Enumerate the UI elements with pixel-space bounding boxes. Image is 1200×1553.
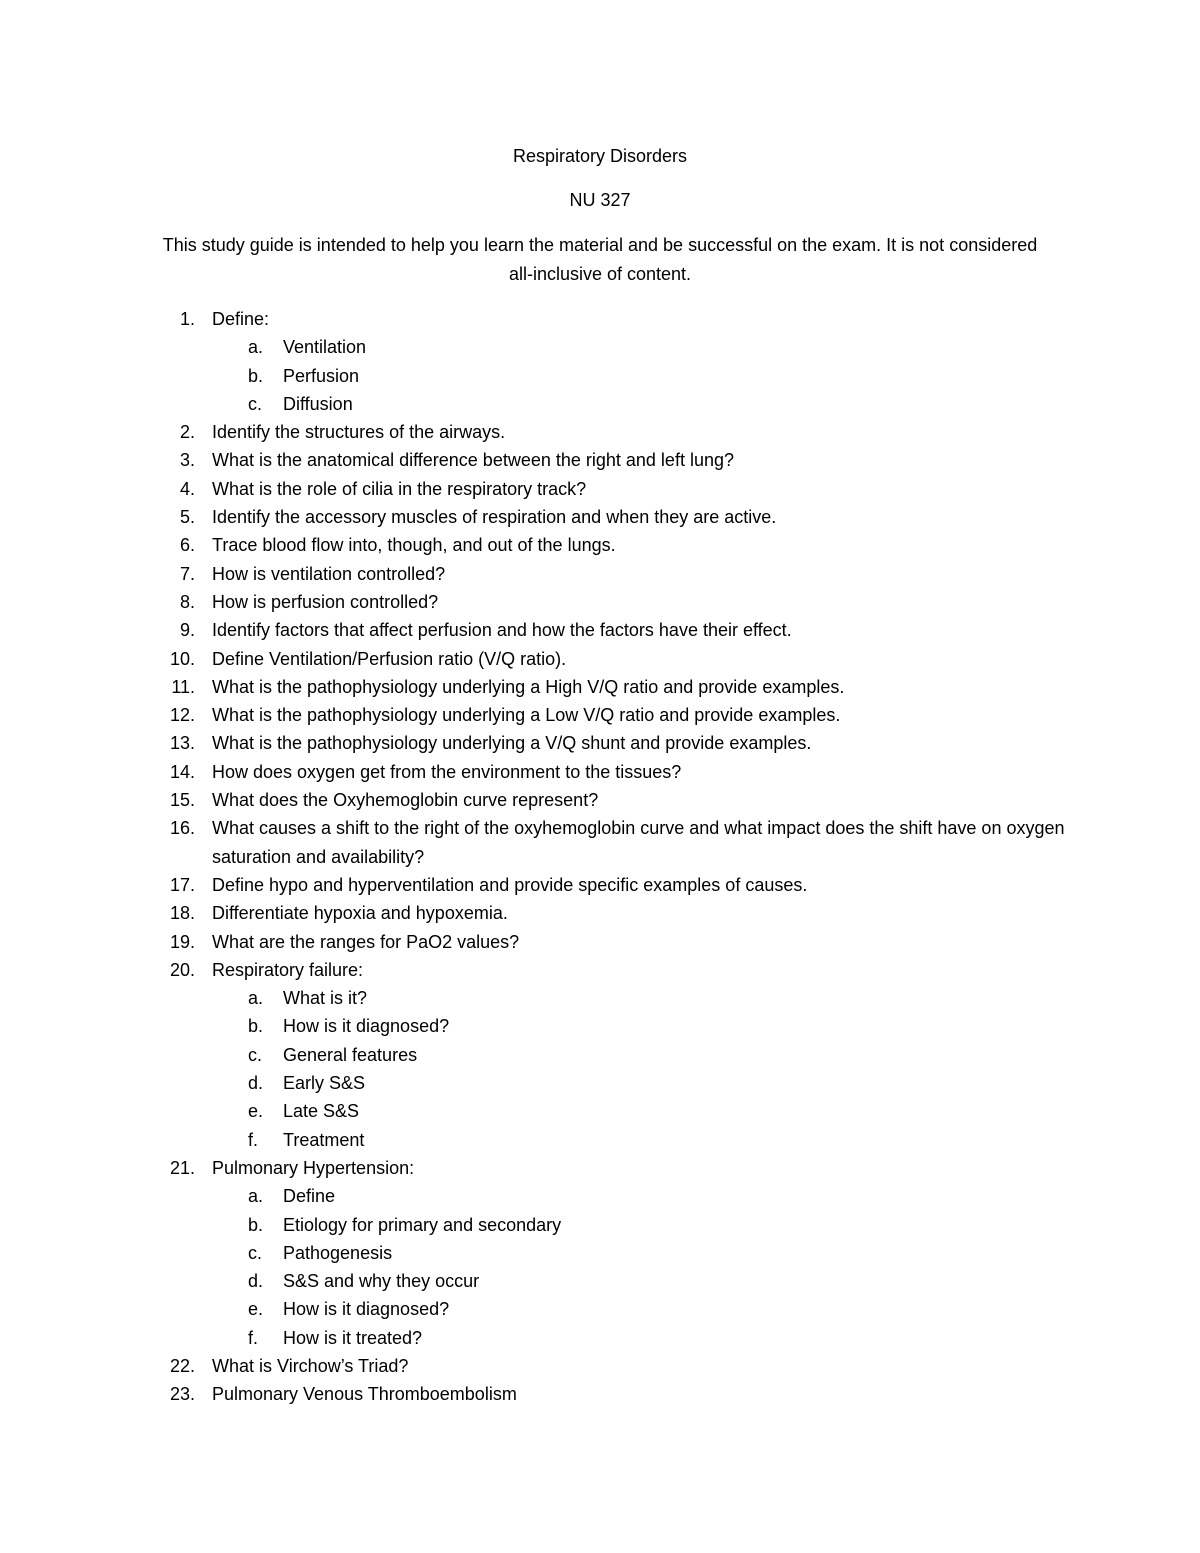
sub-item-letter: c. — [248, 393, 263, 414]
sub-item-text: Perfusion — [283, 365, 360, 386]
item-text: Identify the accessory muscles of respiration and when they are active. — [212, 507, 777, 528]
item-number: 16. — [169, 818, 195, 839]
sub-item — [0, 362, 1200, 390]
item-number: 19. — [169, 931, 195, 952]
course-code: NU 327 — [569, 190, 631, 210]
item-number: 9. — [179, 620, 195, 641]
list-item — [0, 814, 1200, 871]
sub-item-letter: c. — [248, 1242, 263, 1263]
sub-item — [0, 1239, 1200, 1267]
item-number: 5. — [179, 507, 195, 528]
list-item — [0, 956, 1200, 984]
sub-item-letter: e. — [248, 1299, 264, 1320]
sub-item-text: Diffusion — [283, 393, 353, 414]
item-text: Define: — [212, 309, 270, 329]
item-text: What is Virchow’s Triad? — [212, 1355, 409, 1376]
item-text: Differentiate hypoxia and hypoxemia. — [212, 903, 508, 924]
list-item — [0, 1352, 1200, 1380]
item-number: 1. — [179, 309, 195, 329]
item-text: What are the ranges for PaO2 values? — [212, 931, 520, 952]
sub-item — [0, 1126, 1200, 1154]
item-text: Identify factors that affect perfusion and how the factors have their effect. — [212, 620, 792, 641]
list-item — [0, 305, 1200, 333]
sub-item — [0, 1182, 1200, 1210]
list-item — [0, 758, 1200, 786]
sub-item-letter: b. — [248, 1214, 264, 1235]
sub-item — [0, 333, 1200, 361]
item-text: Define Ventilation/Perfusion ratio (V/Q ratio). — [212, 648, 567, 669]
item-number: 12. — [169, 705, 195, 726]
sub-item — [0, 1324, 1200, 1352]
sub-item-letter: a. — [248, 988, 264, 1009]
item-number: 7. — [179, 563, 195, 584]
sub-item — [0, 1267, 1200, 1295]
sub-item — [0, 1211, 1200, 1239]
sub-item — [0, 1012, 1200, 1040]
item-text: What is the pathophysiology underlying a V/Q shunt and provide examples. — [212, 733, 812, 754]
item-number: 4. — [179, 478, 195, 499]
item-text: Identify the structures of the airways. — [212, 422, 506, 443]
sub-item — [0, 1041, 1200, 1069]
item-number: 14. — [169, 761, 195, 782]
item-text: How is perfusion controlled? — [212, 591, 439, 612]
item-number: 15. — [169, 790, 195, 811]
list-item — [0, 418, 1200, 446]
list-item — [0, 729, 1200, 757]
item-text: Define hypo and hyperventilation and provide specific examples of causes. — [212, 874, 808, 895]
list-item — [0, 786, 1200, 814]
list-item — [0, 1380, 1200, 1408]
item-number: 8. — [179, 591, 195, 612]
item-number: 3. — [179, 450, 195, 471]
item-number: 23. — [169, 1384, 195, 1405]
item-text: What is the pathophysiology underlying a Low V/Q ratio and provide examples. — [212, 705, 841, 726]
list-item — [0, 673, 1200, 701]
item-text: Respiratory failure: — [212, 959, 364, 980]
item-number: 21. — [169, 1157, 195, 1178]
sub-item-text: Late S&S — [283, 1101, 360, 1122]
sub-item-text: Treatment — [283, 1129, 365, 1150]
question-list — [0, 305, 1200, 1409]
item-text: How does oxygen get from the environment to the tissues? — [212, 761, 682, 782]
item-number: 11. — [171, 676, 195, 697]
list-item — [0, 645, 1200, 673]
document-title: Respiratory Disorders — [512, 146, 688, 166]
sub-item-letter: a. — [248, 337, 264, 358]
sub-item-text: Define — [283, 1186, 336, 1207]
item-number: 13. — [169, 733, 195, 754]
item-number: 10. — [169, 648, 195, 669]
sub-item-text: Ventilation — [283, 337, 367, 358]
sub-item — [0, 390, 1200, 418]
item-text: What is the role of cilia in the respiratory track? — [212, 478, 587, 499]
sub-item-text: S&S and why they occur — [283, 1271, 480, 1292]
sub-item — [0, 1295, 1200, 1323]
item-text: What does the Oxyhemoglobin curve represent? — [212, 790, 599, 811]
sub-item-text: How is it diagnosed? — [283, 1299, 450, 1320]
sub-item-text: What is it? — [283, 988, 368, 1009]
intro-paragraph: This study guide is intended to help you learn the material and be successful on the exam. It is not considered all-inclusive of content. — [162, 235, 1038, 284]
list-item — [0, 1154, 1200, 1182]
item-text: What is the anatomical difference between the right and left lung? — [212, 450, 734, 471]
sub-item-letter: e. — [248, 1101, 264, 1122]
item-number: 17. — [169, 874, 195, 895]
item-text: Pulmonary Hypertension: — [212, 1157, 415, 1178]
item-text: What causes a shift to the right of the oxyhemoglobin curve and what impact does the shift have on oxygen saturation and availability? — [212, 818, 1065, 867]
list-item — [0, 701, 1200, 729]
list-item — [0, 446, 1200, 474]
sub-item-letter: b. — [248, 365, 264, 386]
list-item — [0, 871, 1200, 899]
item-text: Trace blood flow into, though, and out of the lungs. — [212, 535, 616, 556]
sub-item-text: How is it diagnosed? — [283, 1016, 450, 1037]
list-item — [0, 616, 1200, 644]
list-item — [0, 560, 1200, 588]
item-number: 22. — [169, 1355, 195, 1376]
item-number: 6. — [179, 535, 195, 556]
item-text: Pulmonary Venous Thromboembolism — [212, 1384, 517, 1405]
sub-item-letter: a. — [248, 1186, 264, 1207]
list-item — [0, 531, 1200, 559]
list-item — [0, 899, 1200, 927]
item-number: 2. — [179, 422, 195, 443]
sub-item-letter: d. — [248, 1271, 264, 1292]
sub-item-letter: d. — [248, 1073, 264, 1094]
sub-item-text: Pathogenesis — [283, 1242, 393, 1263]
sub-item-letter: f. — [248, 1129, 259, 1150]
item-text: What is the pathophysiology underlying a High V/Q ratio and provide examples. — [212, 676, 845, 697]
sub-item-letter: b. — [248, 1016, 264, 1037]
item-text: How is ventilation controlled? — [212, 563, 446, 584]
sub-item-text: General features — [283, 1044, 418, 1065]
sub-item-text: Etiology for primary and secondary — [283, 1214, 562, 1235]
sub-item-letter: c. — [248, 1044, 263, 1065]
list-item — [0, 503, 1200, 531]
sub-item-text: How is it treated? — [283, 1327, 423, 1348]
item-number: 18. — [169, 903, 195, 924]
sub-item-letter: f. — [248, 1327, 259, 1348]
sub-item — [0, 1097, 1200, 1125]
list-item — [0, 928, 1200, 956]
sub-item-text: Early S&S — [283, 1073, 366, 1094]
sub-item — [0, 984, 1200, 1012]
list-item — [0, 588, 1200, 616]
item-number: 20. — [169, 959, 195, 980]
sub-item — [0, 1069, 1200, 1097]
list-item — [0, 475, 1200, 503]
